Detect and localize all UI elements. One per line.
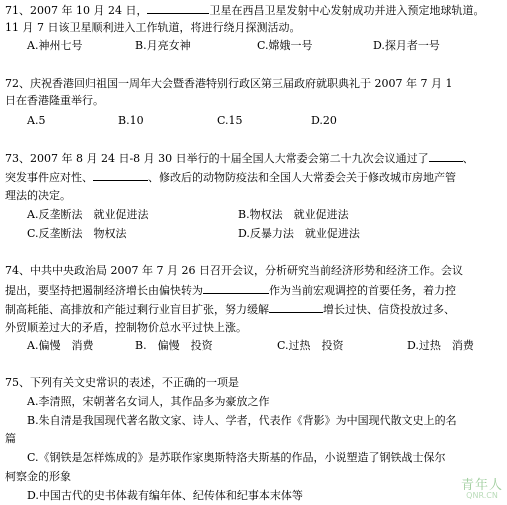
q74-option-d: D.过热 消费: [407, 339, 474, 352]
q74-text-b: 作为当前宏观调控的首要任务，着力控: [269, 284, 456, 297]
q71-option-c: C.嫦娥一号: [257, 39, 313, 52]
q75-option-a: A.李清照，宋朝著名女词人，其作品多为豪放之作: [27, 395, 270, 408]
watermark-text: 青年人: [460, 478, 503, 493]
q75-option-c: C.《钢铁是怎样炼成的》是苏联作家奥斯特洛夫斯基的作品，小说塑造了钢铁战士保尔: [27, 451, 446, 464]
q74-option-b: B. 偏慢 投资: [135, 339, 213, 352]
q75-line1: 75、下列有关文史常识的表述，不正确的一项是: [5, 376, 239, 389]
q72-option-a: A.5: [27, 114, 46, 127]
q74-line4: 外贸顺差过大的矛盾，控制物价总水平过快上涨。: [5, 321, 247, 334]
q73-text-b: 突发事件应对性、: [5, 171, 93, 184]
q73-blank-2: [93, 170, 148, 181]
q73-line3: 理法的决定。: [5, 189, 71, 202]
q74-option-c: C.过热 投资: [277, 339, 344, 352]
q73-text-a: 73、2007 年 8 月 24 日-8 月 30 日举行的十届全国人大常委会第二十九次会议通过了: [5, 152, 429, 165]
q74-blank-2: [269, 302, 323, 313]
q74-blank-1: [203, 283, 269, 294]
q74-line1: 74、中共中央政治局 2007 年 7 月 26 日召开会议，分析研究当前经济形势和经济工作。会议: [5, 264, 463, 277]
q71-blank: [147, 3, 209, 14]
q75-option-c-cont: 柯察金的形象: [5, 470, 71, 483]
q71-option-a: A.神州七号: [27, 39, 83, 52]
q74-text-c: 制高耗能、高排放和产能过剩行业盲目扩张，努力缓解: [5, 303, 269, 316]
q71-option-b: B.月亮女神: [135, 39, 191, 52]
q71-text-a: 71、2007 年 10 月 24 日，: [5, 4, 148, 17]
q75-option-d: D.中国古代的史书体裁有编年体、纪传体和纪事本末体等: [27, 489, 303, 502]
q72-line2: 日在香港隆重举行。: [5, 94, 104, 107]
watermark-logo: [460, 478, 503, 501]
q71-option-d: D.探月者一号: [373, 39, 440, 52]
q74-option-a: A.偏慢 消费: [27, 339, 94, 352]
q72-line1: 72、庆祝香港回归祖国一周年大会暨香港特别行政区第三届政府就职典礼于 2007 年 7 月 1: [5, 77, 453, 90]
q73-option-b: B.物权法 就业促进法: [238, 208, 349, 221]
q71-text-b: 卫星在西昌卫星发射中心发射成功并进入预定地球轨道。: [209, 4, 485, 17]
q73-line1: [5, 151, 474, 165]
q72-option-b: B.10: [118, 114, 144, 127]
q71-line1: [5, 3, 484, 17]
q74-line3: [5, 302, 455, 316]
q74-text-a: 提出，要坚持把遏制经济增长由偏快转为: [5, 284, 203, 297]
q72-option-d: D.20: [311, 114, 337, 127]
watermark-url: QNR.CN: [466, 491, 498, 500]
q75-option-b: B.朱自清是我国现代著名散文家、诗人、学者，代表作《背影》为中国现代散文史上的名: [27, 414, 457, 427]
q73-blank-1: [429, 151, 463, 162]
q75-option-b-cont: 篇: [5, 432, 16, 445]
q74-line2: [5, 283, 456, 297]
q73-option-a: A.反垄断法 就业促进法: [27, 208, 149, 221]
q73-text-end: 、: [462, 152, 474, 165]
q72-option-c: C.15: [217, 114, 243, 127]
q73-text-c: 、修改后的动物防疫法和全国人大常委会关于修改城市房地产管: [148, 171, 456, 184]
q73-option-c: C.反垄断法 物权法: [27, 227, 127, 240]
q73-line2: [5, 170, 456, 184]
q74-text-d: 增长过快、信贷投放过多、: [323, 303, 455, 316]
q73-option-d: D.反暴力法 就业促进法: [238, 227, 360, 240]
q71-line2: 11 月 7 日该卫星顺利进入工作轨道，将进行绕月探测活动。: [5, 21, 301, 34]
